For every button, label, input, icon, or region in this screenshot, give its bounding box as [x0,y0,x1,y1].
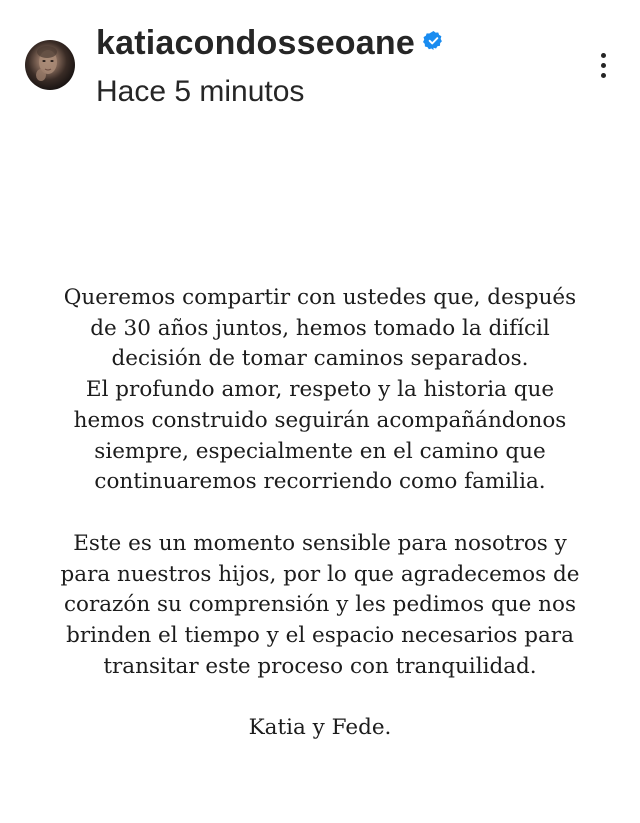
text-line: brinden el tiempo y el espacio necesarios para [66,623,574,649]
signature: Katia y Fede. [248,715,392,741]
text-line: corazón su comprensión y les pedimos que nos [63,592,577,618]
text-line: continuaremos recorriendo como familia. [94,469,546,495]
text-line: hemos construido seguirán acompañándonos [73,407,567,433]
post-timestamp: Hace 5 minutos [96,75,305,108]
avatar[interactable] [25,40,75,90]
text-line: decisión de tomar caminos separados. [111,346,529,372]
text-line: siempre, especialmente en el camino que [94,438,546,464]
text-line: transitar este proceso con tranquilidad. [103,653,537,679]
text-line: Queremos compartir con ustedes que, después [63,285,577,310]
avatar-photo-icon [25,40,75,90]
paragraph-2 [0,529,640,683]
username-link[interactable]: katiacondosseoane [96,24,415,62]
text-line: El profundo amor, respeto y la historia que [85,377,555,403]
post-body [0,283,640,744]
username-row [96,20,444,66]
paragraph-1 [0,283,640,498]
verified-badge-icon [423,30,444,51]
text-line: Este es un momento sensible para nosotros y [73,530,567,556]
post-header [0,0,640,130]
text-line: de 30 años juntos, hemos tomado la difícil [90,315,550,341]
more-options-button[interactable] [590,48,616,82]
text-line: para nuestros hijos, por lo que agradecemos de [60,561,580,587]
